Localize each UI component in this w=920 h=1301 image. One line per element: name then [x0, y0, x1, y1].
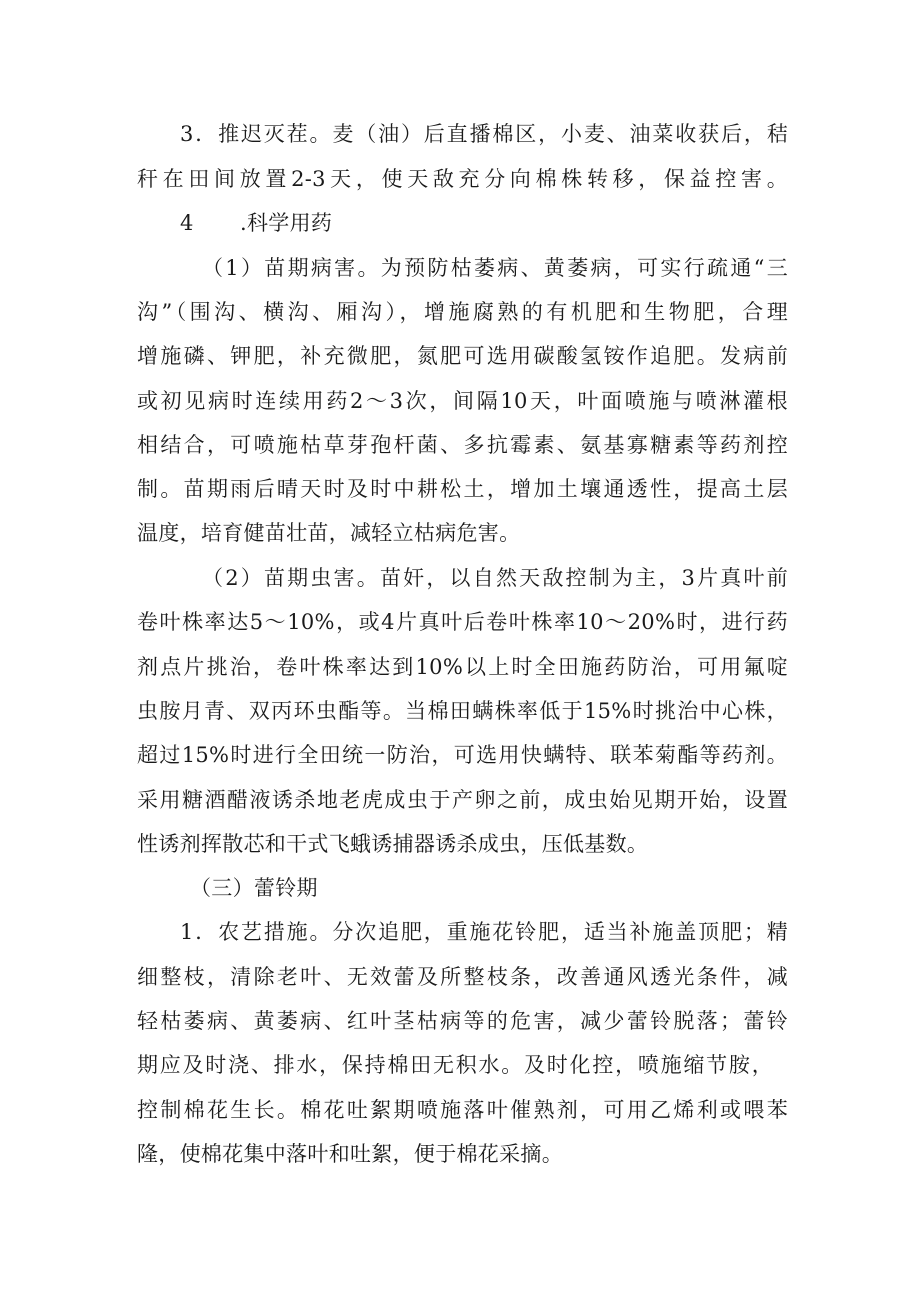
section-4-number: 4	[180, 211, 194, 235]
para-4-line-3: 轻枯萎病、黄萎病、红叶茎枯病等的危害，减少蕾铃脱落；蕾铃	[137, 1009, 788, 1033]
para-2-line-7: 温度，培育健苗壮苗，减轻立枯病危害。	[137, 521, 521, 545]
para-4-line-5: 控制棉花生长。棉花吐絮期喷施落叶催熟剂，可用乙烯利或喂苯	[137, 1098, 788, 1122]
para-3-line-3: 剂点片挑治，卷叶株率达到10%以上时全田施药防治，可用氟啶	[137, 655, 788, 679]
para-4-line-6: 隆，使棉花集中落叶和吐絮，便于棉花采摘。	[137, 1142, 563, 1166]
para-4-line-1: 1．农艺措施。分次追肥，重施花铃肥，适当补施盖顶肥；精	[180, 920, 788, 944]
para-2-line-1: （1）苗期病害。为预防枯萎病、黄萎病，可实行疏通“三	[202, 256, 788, 280]
para-2-line-2: 沟”（围沟、横沟、厢沟），增施腐熟的有机肥和生物肥，合理	[137, 300, 788, 324]
para-4-line-2: 细整枝，清除老叶、无效蕾及所整枝条，改善通风透光条件，减	[137, 965, 788, 989]
para-3-line-6: 采用糖酒醋液诱杀地老虎成虫于产卵之前，成虫始见期开始，设置	[137, 788, 788, 812]
para-2-line-3: 增施磷、钾肥，补充微肥，氮肥可选用碳酸氢铵作追肥。发病前	[137, 344, 788, 368]
para-1-line-1: 3．推迟灭茬。麦（油）后直播棉区，小麦、油菜收获后，秸	[180, 122, 788, 146]
para-3-line-4: 虫胺月青、双丙环虫酯等。当棉田螨株率低于15%时挑治中心株，	[137, 699, 788, 723]
para-3-line-5: 超过15%时进行全田统一防治，可选用快螨特、联苯菊酯等药剂。	[137, 743, 788, 767]
section-3-heading: （三）蕾铃期	[190, 876, 318, 900]
para-4-line-4: 期应及时浇、排水，保持棉田无积水。及时化控，喷施缩节胺，	[137, 1053, 773, 1077]
para-2-line-6: 制。苗期雨后晴天时及时中耕松土，增加土壤通透性，提高土层	[137, 477, 788, 501]
para-3-line-7: 性诱剂挥散芯和干式飞蛾诱捕器诱杀成虫，压低基数。	[137, 832, 649, 856]
para-2-line-5: 相结合，可喷施枯草芽孢杆菌、多抗霉素、氨基寡糖素等药剂控	[137, 433, 788, 457]
para-3-line-2: 卷叶株率达5～10%，或4片真叶后卷叶株率10～20%时，进行药	[137, 610, 788, 634]
para-1-line-2: 秆在田间放置2-3天，使天敌充分向棉株转移，保益控害。	[137, 167, 788, 191]
para-3-line-1: （2）苗期虫害。苗奸，以自然天敌控制为主，3片真叶前	[202, 566, 788, 590]
para-2-line-4: 或初见病时连续用药2～3次，间隔10天，叶面喷施与喷淋灌根	[137, 389, 788, 413]
section-4-heading: .科学用药	[240, 211, 333, 235]
